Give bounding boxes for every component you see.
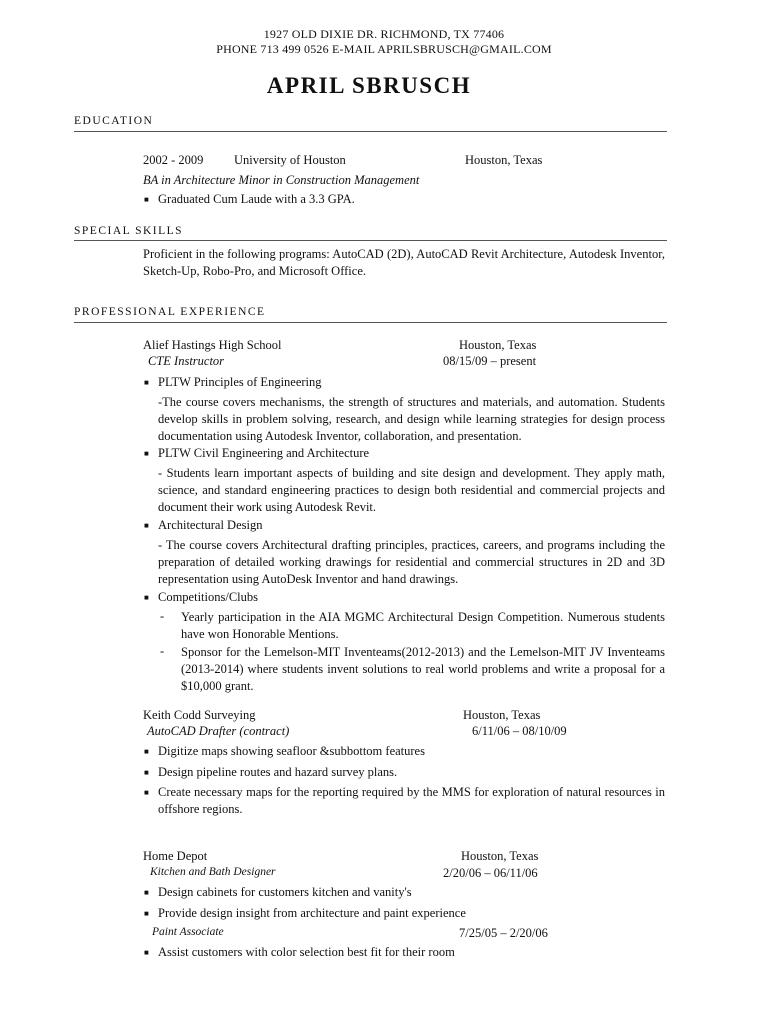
experience-rule [74, 322, 667, 323]
bullet-icon: ■ [144, 788, 149, 797]
education-rule [74, 131, 667, 132]
job2-employer: Keith Codd Surveying [143, 708, 256, 722]
bullet-icon: ■ [144, 195, 149, 204]
contact-phone-email: PHONE 713 499 0526 E-MAIL APRILSBRUSCH@GMAIL.COM [216, 42, 552, 56]
job1-bullet-2-desc: - Students learn important aspects of building and site design and development. They apply math, science, and standard engineering practices to design both residential and commercial projects and document their work using Autodesk Revit. [158, 466, 665, 514]
job1-sub-2: Sponsor for the Lemelson-MIT Inventeams(2012-2013) and the Lemelson-MIT JV Inventeams (2013-2014) where students invent solutions to real world problems and write a proposal for a $10,000 grant. [181, 645, 665, 693]
bullet-icon: ■ [144, 909, 149, 918]
education-location: Houston, Texas [465, 153, 543, 167]
education-degree: BA in Architecture Minor in Construction Management [143, 173, 420, 187]
education-heading: EDUCATION [74, 115, 154, 127]
job3-title-2: Paint Associate [152, 926, 224, 938]
experience-heading: PROFESSIONAL EXPERIENCE [74, 306, 266, 318]
dash-icon: - [160, 609, 165, 623]
job2-title: AutoCAD Drafter (contract) [147, 724, 290, 738]
job3-dates-2: 7/25/05 – 2/20/06 [459, 926, 548, 940]
job1-location: Houston, Texas [459, 338, 537, 352]
job3-employer: Home Depot [143, 849, 208, 863]
bullet-icon: ■ [144, 593, 149, 602]
job1-sub-1: Yearly participation in the AIA MGMC Architectural Design Competition. Numerous students have won Honorable Mentions. [181, 610, 665, 641]
skills-rule [74, 240, 667, 241]
job1-bullet-3: Architectural Design [158, 518, 263, 532]
job3-location: Houston, Texas [461, 849, 539, 863]
job2-bullet-2: Design pipeline routes and hazard survey plans. [158, 765, 398, 779]
job3-title: Kitchen and Bath Designer [150, 866, 276, 878]
bullet-icon: ■ [144, 948, 149, 957]
bullet-icon: ■ [144, 768, 149, 777]
education-bullet: Graduated Cum Laude with a 3.3 GPA. [158, 192, 355, 206]
education-years: 2002 - 2009 [143, 153, 204, 167]
skills-heading: SPECIAL SKILLS [74, 225, 184, 237]
job1-title: CTE Instructor [148, 354, 225, 368]
bullet-icon: ■ [144, 449, 149, 458]
contact-address: 1927 OLD DIXIE DR. RICHMOND, TX 77406 [263, 27, 505, 41]
job2-dates: 6/11/06 – 08/10/09 [472, 724, 567, 738]
job1-bullet-2: PLTW Civil Engineering and Architecture [158, 446, 370, 460]
job1-bullet-1: PLTW Principles of Engineering [158, 375, 322, 389]
job3-bullet-3: Assist customers with color selection best fit for their room [158, 945, 455, 959]
job2-location: Houston, Texas [463, 708, 541, 722]
skills-text: Proficient in the following programs: AutoCAD (2D), AutoCAD Revit Architecture, Autodesk Inventor, Sketch-Up, Robo-Pro, and Microsoft Office. [143, 247, 665, 278]
dash-icon: - [160, 644, 165, 658]
job3-bullet-2: Provide design insight from architecture and paint experience [158, 906, 466, 920]
bullet-icon: ■ [144, 378, 149, 387]
job1-employer: Alief Hastings High School [143, 338, 282, 352]
bullet-icon: ■ [144, 747, 149, 756]
bullet-icon: ■ [144, 521, 149, 530]
resume-name: APRIL SBRUSCH [266, 73, 472, 98]
education-school: University of Houston [234, 153, 346, 167]
job1-bullet-1-desc: -The course covers mechanisms, the strength of structures and materials, and automation. Students develop skills in problem solving, research, and design while learning strategies for design process documentation using Autodesk Inventor, collaboration, and presentation. [158, 395, 665, 443]
job2-bullet-1: Digitize maps showing seafloor &subbottom features [158, 744, 425, 758]
job1-bullet-3-desc: - The course covers Architectural drafting principles, practices, careers, and programs including the preparation of detailed working drawings for residential and commercial structures in 2D and 3D representation using AutoDesk Inventor and hand drawings. [158, 538, 665, 586]
job3-bullet-1: Design cabinets for customers kitchen and vanity's [158, 885, 412, 899]
job1-dates: 08/15/09 – present [443, 354, 537, 368]
job2-bullet-3: Create necessary maps for the reporting required by the MMS for exploration of natural resources in offshore regions. [158, 785, 665, 816]
job3-dates: 2/20/06 – 06/11/06 [443, 866, 538, 880]
bullet-icon: ■ [144, 888, 149, 897]
job1-bullet-4: Competitions/Clubs [158, 590, 259, 604]
